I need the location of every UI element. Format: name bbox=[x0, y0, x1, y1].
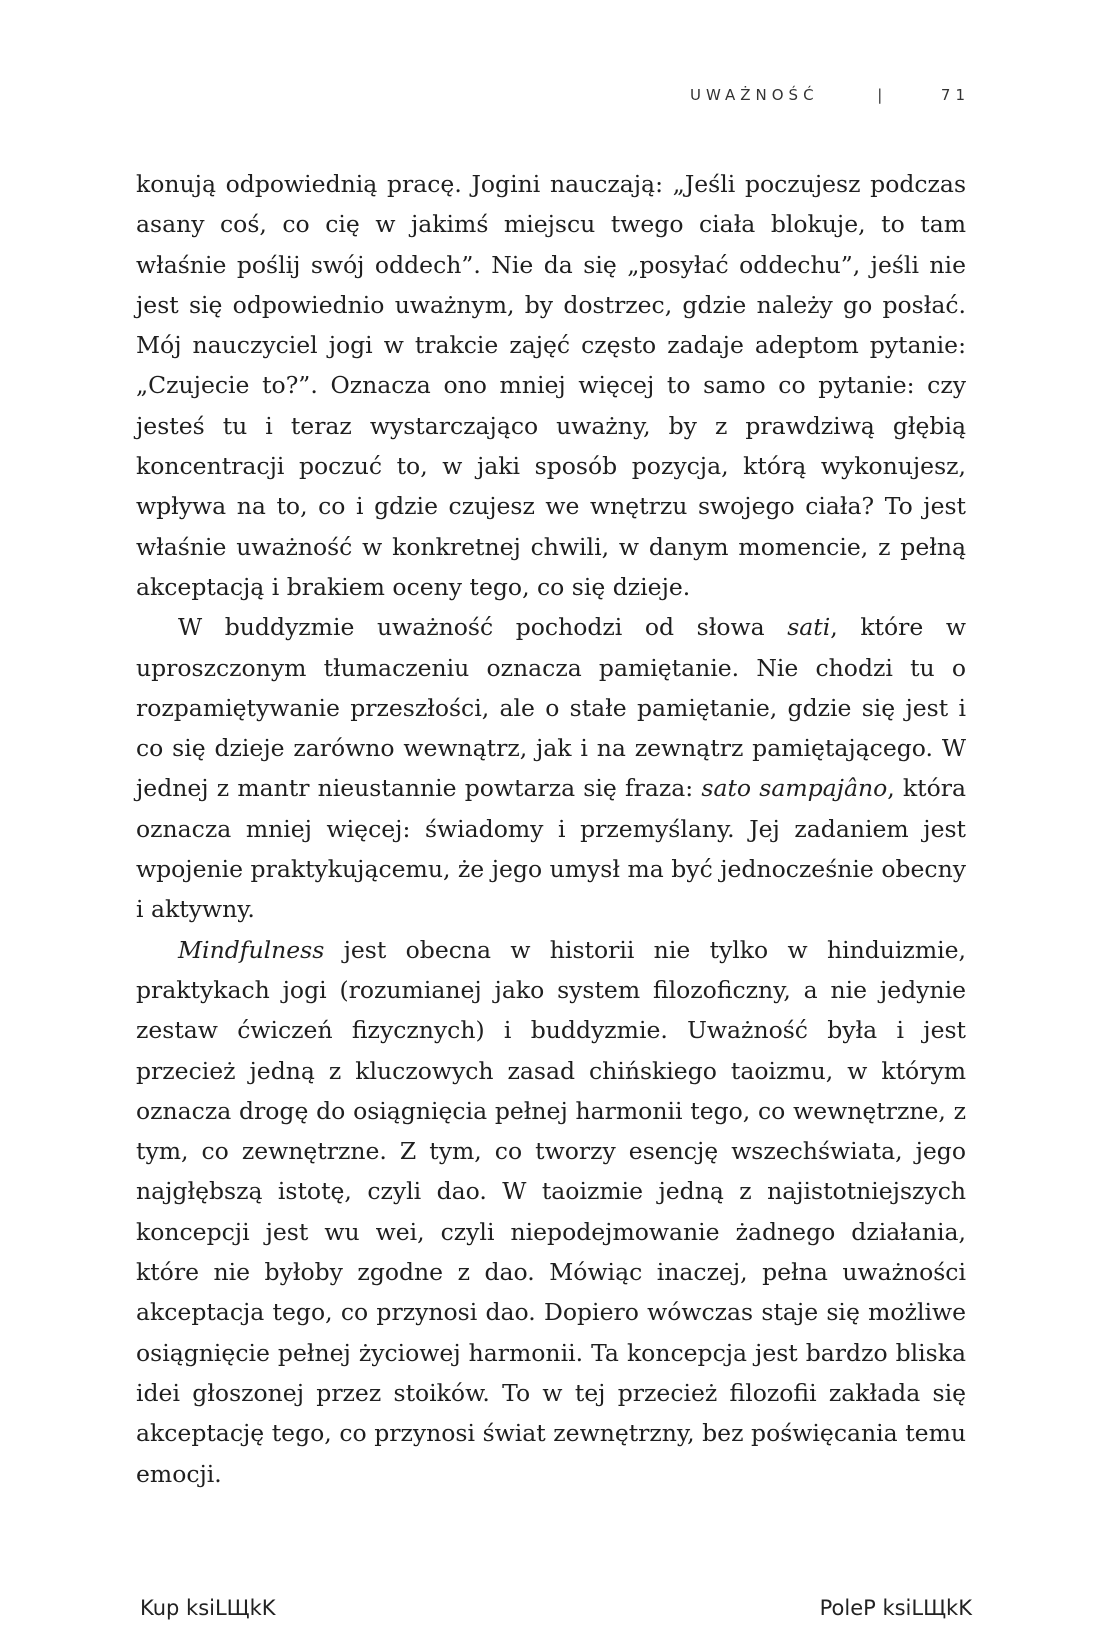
italic-term: sato sampajâno bbox=[701, 774, 888, 803]
chapter-title: UWAŻNOŚĆ bbox=[690, 86, 819, 104]
body-text bbox=[136, 164, 966, 1494]
italic-term: sati bbox=[787, 613, 831, 642]
text-segment: W buddyzmie uważność pochodzi od słowa bbox=[178, 613, 788, 642]
paragraph bbox=[136, 930, 966, 1494]
running-header bbox=[690, 86, 970, 104]
text-segment: , która oznacza mniej więcej: świadomy i przemyślany. Jej zadaniem jest wpojenie praktykującemu, że jego umysł ma być jednocześnie obecny i aktywny. bbox=[136, 774, 966, 924]
text-segment: , które w uproszczonym tłumaczeniu oznacza pamiętanie. Nie chodzi tu o rozpamiętywanie przeszłości, ale o stałe pamiętanie, gdzie się jest i co się dzieje zarówno wewnątrz, jak i na zewnątrz pamiętającego. W jednej z mantr nieustannie powtarza się fraza: bbox=[136, 613, 966, 803]
recommend-book-link[interactable]: PoleP ksiLЩkK bbox=[819, 1596, 972, 1620]
text-segment: konują odpowiednią pracę. Jogini nauczają: „Jeśli poczujesz podczas asany coś, co cię w jakimś miejscu twego ciała blokuje, to tam właśnie poślij swój oddech”. Nie da się „posyłać oddechu”, jeśli nie jest się odpowiednio uważnym, by dostrzec, gdzie należy go posłać. Mój nauczyciel jogi w trakcie zajęć często zadaje adeptom pytanie: „Czujecie to?”. Oznacza ono mniej więcej to samo co pytanie: czy jesteś tu i teraz wystarczająco uważny, by z prawdziwą głębią koncentracji poczuć to, w jaki sposób pozycja, którą wykonujesz, wpływa na to, co i gdzie czujesz we wnętrzu swojego ciała? To jest właśnie uważność w konkretnej chwili, w danym momencie, z pełną akceptacją i brakiem oceny tego, co się dzieje. bbox=[136, 170, 966, 601]
paragraph bbox=[136, 164, 966, 607]
text-segment: jest obecna w historii nie tylko w hinduizmie, praktykach jogi (rozumianej jako system filozoficzny, a nie jedynie zestaw ćwiczeń fizycznych) i buddyzmie. Uważność była i jest przecież jedną z kluczowych zasad chińskiego taoizmu, w którym oznacza drogę do osiągnięcia pełnej harmonii tego, co wewnętrzne, z tym, co zewnętrzne. Z tym, co tworzy esencję wszechświata, jego najgłębszą istotę, czyli dao. W taoizmie jedną z najistotniejszych koncepcji jest wu wei, czyli niepodejmowanie żadnego działania, które nie byłoby zgodne z dao. Mówiąc inaczej, pełna uważności akceptacja tego, co przynosi dao. Dopiero wówczas staje się możliwe osiągnięcie pełnej życiowej harmonii. Ta koncepcja jest bardzo bliska idei głoszonej przez stoików. To w tej przecież filozofii zakłada się akceptację tego, co przynosi świat zewnętrzny, bez poświęcania temu emocji. bbox=[136, 935, 966, 1488]
page-number: 71 bbox=[940, 86, 970, 104]
paragraph bbox=[136, 607, 966, 929]
italic-term: Mindfulness bbox=[178, 935, 325, 964]
buy-book-link[interactable]: Kup ksiLЩkK bbox=[140, 1596, 276, 1620]
header-separator: | bbox=[877, 86, 883, 104]
